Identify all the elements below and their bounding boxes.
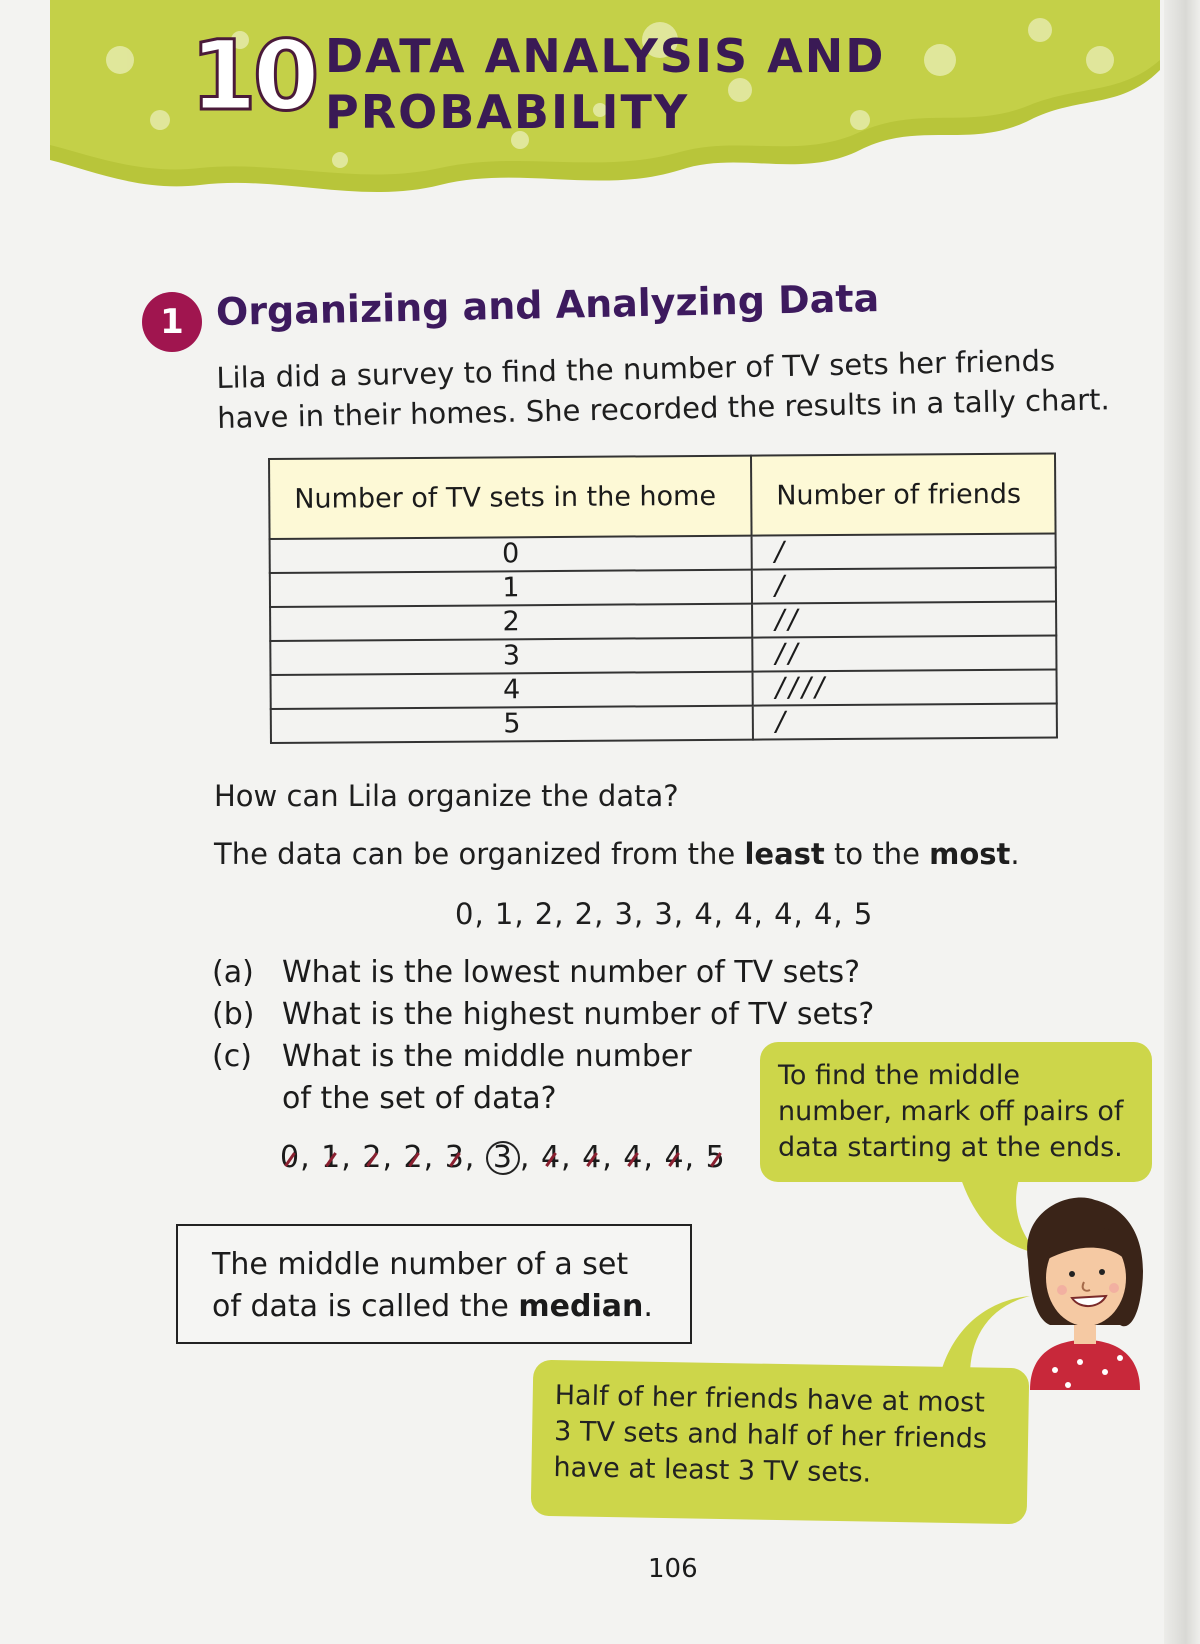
- section-title: Organizing and Analyzing Data: [215, 276, 880, 334]
- organize-end: .: [1010, 837, 1020, 871]
- organize-mid: to the: [824, 837, 930, 871]
- separator: ,: [341, 1140, 363, 1175]
- separator: ,: [519, 1140, 541, 1175]
- separator: ,: [643, 1140, 665, 1175]
- separator: ,: [602, 1140, 624, 1175]
- table-row: [271, 670, 1057, 709]
- question-b: [212, 994, 874, 1036]
- girl-character-illustration: [1010, 1190, 1160, 1400]
- organize-most: most: [929, 837, 1011, 871]
- crossed-value: 5: [705, 1140, 726, 1175]
- organize-question: How can Lila organize the data?: [214, 779, 679, 813]
- chapter-title-line1: DATA ANALYSIS AND: [325, 29, 886, 83]
- organize-statement: [214, 834, 1020, 874]
- crossed-value: 2: [362, 1140, 383, 1175]
- tally-cell: ////: [753, 670, 1057, 706]
- tally-cell: //: [752, 602, 1056, 638]
- median-term: median: [518, 1289, 644, 1324]
- tally-chart-table: [268, 452, 1058, 743]
- crossed-value: 4: [582, 1140, 603, 1175]
- tv-count-cell: 2: [270, 604, 752, 641]
- table-row: [270, 534, 1056, 573]
- tally-cell: /: [753, 703, 1057, 739]
- separator: ,: [684, 1140, 706, 1175]
- crossed-value: 2: [403, 1140, 424, 1175]
- tv-count-cell: 4: [271, 672, 753, 709]
- table-row: [271, 703, 1057, 742]
- chapter-number: 10: [190, 20, 316, 132]
- crossed-value: 4: [664, 1140, 685, 1175]
- chapter-title-line2: PROBABILITY: [325, 85, 690, 139]
- ordered-series: 0, 1, 2, 2, 3, 3, 4, 4, 4, 4, 5: [455, 897, 874, 931]
- tv-count-cell: 0: [270, 536, 752, 573]
- separator: ,: [300, 1140, 322, 1175]
- separator: ,: [423, 1140, 445, 1175]
- table-header-row: [269, 454, 1056, 539]
- organize-pre: The data can be organized from the: [214, 837, 745, 871]
- separator: ,: [561, 1140, 583, 1175]
- section-number-badge: 1: [142, 292, 202, 352]
- intro-line2: have in their homes. She recorded the results in a tally chart.: [216, 382, 1111, 435]
- table-row: [270, 602, 1056, 641]
- circled-median-value: 3: [486, 1141, 520, 1175]
- question-text: [282, 1036, 692, 1120]
- tally-cell: /: [752, 568, 1056, 604]
- separator: ,: [464, 1140, 486, 1175]
- crossed-value: 4: [623, 1140, 644, 1175]
- crossed-value: 0: [280, 1140, 301, 1175]
- chapter-banner: [40, 0, 1170, 215]
- question-label: (a): [212, 955, 254, 990]
- question-text: What is the highest number of TV sets?: [282, 997, 875, 1032]
- tv-count-cell: 5: [271, 706, 753, 743]
- organize-least: least: [744, 837, 825, 871]
- question-c-line2: of the set of data?: [282, 1081, 557, 1116]
- tv-count-cell: 1: [270, 570, 752, 607]
- crossed-value: 3: [444, 1140, 465, 1175]
- crossed-value: 4: [540, 1140, 562, 1175]
- tally-cell: /: [752, 534, 1056, 570]
- chapter-title: [325, 28, 885, 140]
- speech-bubble-conclusion: Half of her friends have at most 3 TV sets and half of her friends have at least 3 TV sets.: [531, 1360, 1030, 1525]
- question-a: [212, 952, 874, 994]
- crossed-off-series: [280, 1140, 726, 1175]
- table-row: [270, 636, 1056, 675]
- speech-bubble-tip: To find the middle number, mark off pairs of data starting at the ends.: [760, 1042, 1152, 1182]
- separator: ,: [382, 1140, 404, 1175]
- median-definition-text: The middle number of a set of data is called the: [212, 1247, 629, 1324]
- header-friends: Number of friends: [751, 454, 1056, 536]
- question-text: What is the lowest number of TV sets?: [282, 955, 861, 990]
- intro-line1: Lila did a survey to find the number of TV sets her friends: [216, 343, 1056, 395]
- header-tv-sets: Number of TV sets in the home: [269, 456, 752, 539]
- tv-count-cell: 3: [270, 638, 752, 675]
- table-row: [270, 568, 1056, 607]
- bubble-tail-2: [940, 1296, 1030, 1376]
- question-label: (c): [212, 1039, 252, 1074]
- crossed-value: 1: [321, 1140, 342, 1175]
- question-label: (b): [212, 997, 255, 1032]
- question-c-line1: What is the middle number: [282, 1039, 692, 1074]
- intro-paragraph: [216, 339, 1147, 438]
- page-number: 106: [648, 1554, 698, 1584]
- page-edge: [1164, 0, 1200, 1644]
- tally-cell: //: [752, 636, 1056, 672]
- median-end: .: [643, 1289, 653, 1324]
- median-definition-box: [176, 1224, 692, 1344]
